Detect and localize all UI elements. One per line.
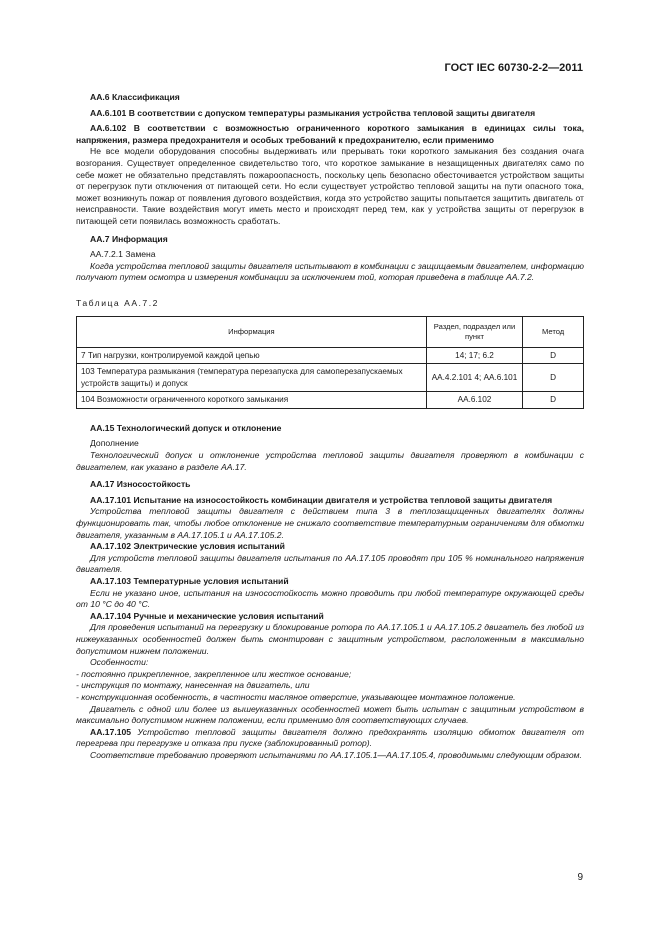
- table-header-row: [77, 316, 584, 347]
- info-table: [76, 316, 584, 409]
- clause-aa17-101: АА.17.101 Испытание на износостойкость комбинации двигателя и устройства тепловой защиты двигателя: [90, 494, 553, 505]
- clause-aa17-103: АА.17.103 Температурные условия испытаний: [90, 576, 289, 586]
- section-aa7-title: АА.7 Информация: [90, 233, 168, 244]
- section-aa17-title: АА.17 Износостойкость: [90, 479, 191, 490]
- clause-aa17-101-text: Устройства тепловой защиты двигателя с действием типа 3 в теплозащищенных двигателях должны функционировать так, чтобы любое отклонение не снижало соответствие температурным ограничениям для обмотки двигателя, указанным в АА.17.105.1 и АА.17.105.2.: [76, 506, 584, 540]
- table-cell: 103 Температура размыкания (температура перезапуска для самоперезапускаемых устройств защиты) и допуск: [77, 364, 427, 392]
- clause-aa17-105-text2: Соответствие требованию проверяют испытаниями по АА.17.105.1—АА.17.105.4, проводимыми следующим образом.: [90, 749, 582, 760]
- feature-item: - конструкционная особенность, в частности масляное отверстие, указывающее монтажное положение.: [76, 691, 516, 702]
- clause-aa17-104: АА.17.104 Ручные и механические условия испытаний: [90, 610, 324, 621]
- table-cell: 14; 17; 6.2: [426, 347, 522, 364]
- table-cell: 104 Возможности ограниченного короткого замыкания: [77, 392, 427, 409]
- clause-aa17-105: [76, 727, 584, 750]
- table-header-method: Метод: [523, 316, 584, 347]
- document-id: ГОСТ IEC 60730-2-2—2011: [444, 62, 583, 74]
- clause-aa7-2-1-text: Когда устройства тепловой защиты двигателя испытывают в комбинации с защищаемым двигателем, информацию получают путем осмотра и измерения комбинации за исключением той, которая приведена в таблице АА.7.2.: [76, 260, 584, 283]
- table-cell: 7 Тип нагрузки, контролируемой каждой цепью: [77, 347, 427, 364]
- table-caption: Таблица АА.7.2: [76, 297, 159, 308]
- table-row: [77, 364, 584, 392]
- clause-aa7-2-1: АА.7.2.1 Замена: [90, 249, 156, 260]
- table-cell: D: [523, 347, 584, 364]
- features-label: Особенности:: [90, 657, 149, 668]
- clause-aa17-105-text: Устройство тепловой защиты двигателя должно предохранять изоляцию обмоток двигателя от перегрева при перегрузке и отказа при пуске (заблокированный ротор).: [76, 726, 584, 749]
- table-cell: АА.6.102: [426, 392, 522, 409]
- clause-aa6-102-text: Не все модели оборудования способны выдерживать или прерывать токи короткого замыкания без создания очага возгорания. Существует определенное свидетельство того, что короткое замыкание в незащищенных двигателях само по себе может не обязательно представлять пожароопасность, поскольку цепь безопасно обесточивается устройством защиты от перегрузок пути отключения от питающей сети. Но если существует устройство тепловой защиты на пути опасного тока, может возникнуть пожар от появления дугового воздействия, когда это устройство защиты попытается защитить двигатель от неисправности. Такие воздействия могут иметь место и происходят перед тем, как у устройства защиты от перегрузок в питающей сети появилась возможность сработать.: [76, 146, 584, 226]
- aa15-addition: Дополнение: [90, 438, 139, 449]
- page-content: [76, 92, 584, 762]
- clause-aa17-105-label: АА.17.105: [90, 726, 132, 737]
- feature-item: - инструкция по монтажу, нанесенная на двигатель, или: [76, 680, 310, 691]
- table-header-section: Раздел, подраздел или пункт: [426, 316, 522, 347]
- feature-item: - постоянно прикрепленное, закрепленное или жесткое основание;: [76, 668, 352, 679]
- table-cell: D: [523, 364, 584, 392]
- clause-aa17-102-text: Для устройств тепловой защиты двигателя испытания по АА.17.105 проводят при 105 % номинального напряжения двигателя.: [76, 552, 584, 575]
- section-aa15-title: АА.15 Технологический допуск и отклонение: [90, 422, 282, 433]
- clause-aa17-104-text: Для проведения испытаний на перегрузку и блокирование ротора по АА.17.105.1 и АА.17.105.2 двигатель без любой из нижеуказанных особенностей должен быть смонтирован с защитным устройством, расположенным в максимально допустимом нижнем положении.: [76, 622, 584, 656]
- clause-aa17-103-text: Если не указано иное, испытания на износостойкость можно проводить при любой температуре окружающей среды от 10 °С до 40 °С.: [76, 587, 584, 610]
- table-cell: D: [523, 392, 584, 409]
- clause-aa17-104-text2: Двигатель с одной или более из вышеуказанных особенностей может быть испытан с защитным устройством в максимально допустимом нижнем положении, если применимо для соответствующих случаев.: [76, 703, 584, 726]
- table-header-info: Информация: [77, 316, 427, 347]
- section-aa6-title: АА.6 Классификация: [90, 92, 180, 102]
- clause-aa6-101: АА.6.101 В соответствии с допуском температуры размыкания устройства тепловой защиты двигателя: [90, 107, 536, 118]
- table-cell: АА.4.2.101 4; АА.6.101: [426, 364, 522, 392]
- table-row: [77, 347, 584, 364]
- page-number: 9: [577, 872, 583, 883]
- table-row: [77, 392, 584, 409]
- clause-aa6-102: АА.6.102 В соответствии с возможностью ограниченного короткого замыкания в единицах силы тока, напряжения, размера предохранителя и особых требований к предохранителю, если применимо: [76, 123, 584, 145]
- clause-aa17-102: АА.17.102 Электрические условия испытаний: [90, 541, 285, 552]
- aa15-text: Технологический допуск и отклонение устройства тепловой защиты двигателя проверяют в комбинации с двигателем, как указано в разделе АА.17.: [76, 450, 584, 472]
